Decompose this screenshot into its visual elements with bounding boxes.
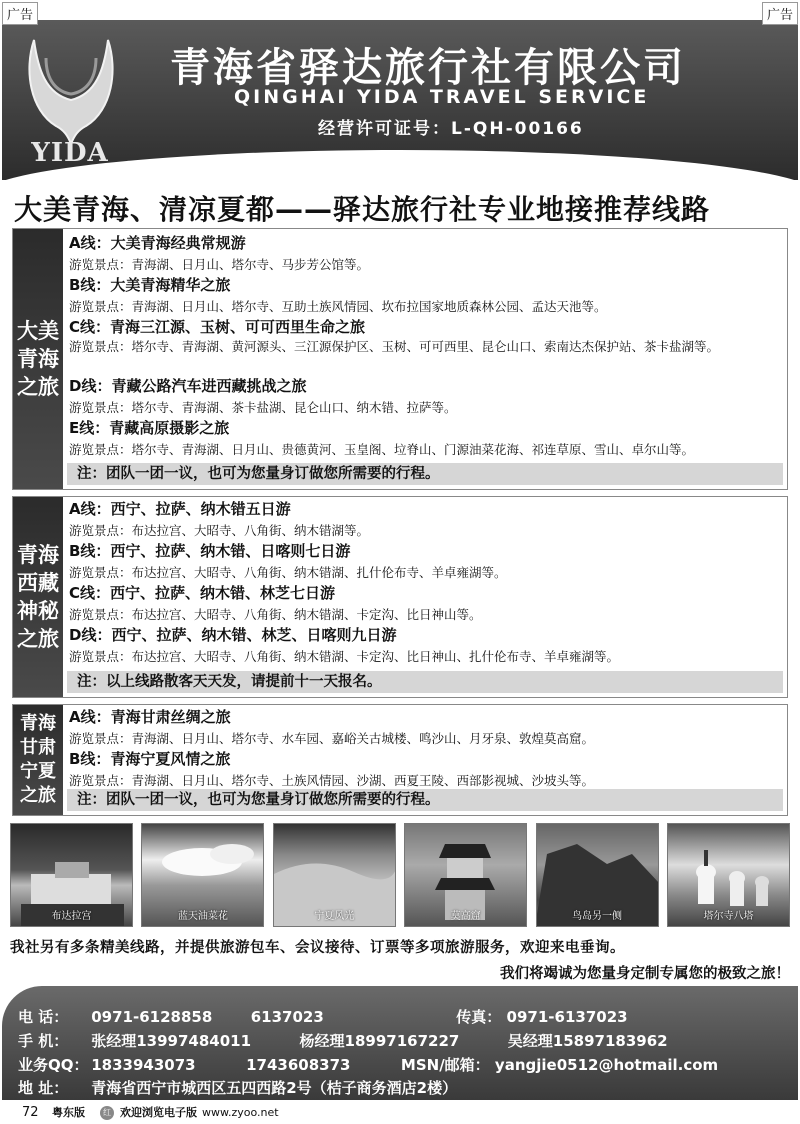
route-name: C线：西宁、拉萨、纳木错、林芝七日游 bbox=[69, 584, 336, 602]
edition-label: 粤东版 bbox=[52, 1106, 85, 1119]
page-number: 72 bbox=[22, 1105, 39, 1120]
photo-caption: 布达拉宫 bbox=[51, 911, 92, 922]
route-name: A线：大美青海经典常规游 bbox=[69, 234, 246, 252]
page-slogan: 大美青海、清凉夏都——驿达旅行社专业地接推荐线路 bbox=[14, 193, 711, 226]
qq-number: 1743608373 bbox=[246, 1056, 351, 1074]
photo-caption: 塔尔寺八塔 bbox=[703, 911, 754, 922]
section-qinghai-tour bbox=[12, 228, 788, 490]
fax-label: 传真： bbox=[456, 1008, 502, 1026]
logo-wordmark: YIDA bbox=[31, 138, 109, 168]
qq-number: 1833943073 bbox=[91, 1056, 196, 1074]
email-label: MSN/邮箱： bbox=[400, 1056, 490, 1074]
mobile-number: 张经理13997484011 bbox=[91, 1032, 252, 1050]
service-statement: 我社另有多条精美线路，并提供旅游包车、会议接待、订票等多项旅游服务，欢迎来电垂询。 bbox=[10, 940, 625, 956]
route-spots: 游览景点：布达拉宫、大昭寺、八角街、纳木错湖、卡定沟、比日神山、扎什伦布寺、羊卓雍湖等。 bbox=[69, 649, 620, 664]
ad-label-right: 广告 bbox=[762, 2, 798, 25]
email-address: yangjie0512@hotmail.com bbox=[494, 1056, 719, 1074]
photo-caption: 莫高窟 bbox=[450, 911, 481, 922]
route-spots: 游览景点：青海湖、日月山、塔尔寺、马步芳公馆等。 bbox=[69, 257, 370, 272]
route-spots: 游览景点：布达拉宫、大昭寺、八角街、纳木错湖、卡定沟、比日神山等。 bbox=[69, 607, 482, 622]
route-list bbox=[69, 499, 781, 667]
contact-panel bbox=[2, 986, 798, 1100]
photo-strip bbox=[10, 823, 790, 927]
section-label: 青海甘肃宁夏之旅 bbox=[13, 705, 63, 815]
website-link[interactable]: www.zyoo.net bbox=[202, 1106, 279, 1119]
address-row bbox=[18, 1077, 457, 1098]
route-spots: 游览景点：布达拉宫、大昭寺、八角街、纳木错湖等。 bbox=[69, 523, 370, 538]
route-list bbox=[69, 233, 781, 460]
route-spots: 游览景点：青海湖、日月山、塔尔寺、水车园、嘉峪关古城楼、鸣沙山、月牙泉、敦煌莫高窟。 bbox=[69, 731, 595, 746]
photo-ningxia bbox=[273, 823, 396, 927]
route-spots: 游览景点：塔尔寺、青海湖、黄河源头、三江源保护区、玉树、可可西里、昆仑山口、索南达杰保护站、茶卡盐湖等。 bbox=[69, 339, 720, 354]
magazine-logo-icon: 红 bbox=[100, 1106, 114, 1120]
phone-label: 电 话： bbox=[18, 1008, 69, 1026]
address-label: 地 址： bbox=[18, 1079, 69, 1097]
section-gansu-ningxia-tour bbox=[12, 704, 788, 816]
route-name: A线：青海甘肃丝绸之旅 bbox=[69, 708, 231, 726]
route-list bbox=[69, 707, 781, 791]
route-name: E线：青藏高原摄影之旅 bbox=[69, 419, 230, 437]
photo-caption: 蓝天油菜花 bbox=[177, 911, 228, 922]
section-label: 大美青海之旅 bbox=[13, 229, 63, 489]
invite-text: 欢迎浏览电子版 bbox=[120, 1106, 197, 1119]
mobile-number: 杨经理18997167227 bbox=[299, 1032, 460, 1050]
phone-row bbox=[18, 1006, 628, 1027]
fax-number: 0971-6137023 bbox=[506, 1008, 628, 1026]
route-spots: 游览景点：塔尔寺、青海湖、日月山、贵德黄河、玉皇阁、垃脊山、门源油菜花海、祁连草原、雪山、卓尔山等。 bbox=[69, 442, 695, 457]
photo-bird-island bbox=[536, 823, 659, 927]
photo-potala bbox=[10, 823, 133, 927]
section-label: 青海西藏神秘之旅 bbox=[13, 497, 63, 697]
mobile-label: 手 机： bbox=[18, 1032, 69, 1050]
address-text: 青海省西宁市城西区五四西路2号（桔子商务酒店2楼） bbox=[91, 1079, 458, 1097]
route-name: B线：大美青海精华之旅 bbox=[69, 276, 231, 294]
route-spots: 游览景点：青海湖、日月山、塔尔寺、互助土族风情园、坎布拉国家地质森林公园、孟达天池等。 bbox=[69, 299, 607, 314]
photo-kumbum-stupas bbox=[667, 823, 790, 927]
section-note: 注：以上线路散客天天发，请提前十一天报名。 bbox=[67, 671, 783, 693]
route-spots: 游览景点：青海湖、日月山、塔尔寺、土族风情园、沙湖、西夏王陵、西部影视城、沙坡头等。 bbox=[69, 773, 595, 788]
route-name: C线：青海三江源、玉树、可可西里生命之旅 bbox=[69, 318, 366, 336]
company-name-cn: 青海省驿达旅行社有限公司 bbox=[170, 45, 686, 91]
route-name: D线：西宁、拉萨、纳木错、林芝、日喀则九日游 bbox=[69, 626, 397, 644]
route-name: B线：青海宁夏风情之旅 bbox=[69, 750, 231, 768]
route-name: D线：青藏公路汽车进西藏挑战之旅 bbox=[69, 377, 307, 395]
route-name: B线：西宁、拉萨、纳木错、日喀则七日游 bbox=[69, 542, 351, 560]
company-name-en: QINGHAI YIDA TRAVEL SERVICE bbox=[234, 86, 650, 108]
route-name: A线：西宁、拉萨、纳木错五日游 bbox=[69, 500, 291, 518]
qq-label: 业务QQ： bbox=[18, 1056, 89, 1074]
phone-number: 0971-6128858 bbox=[91, 1008, 213, 1026]
route-spots: 游览景点：布达拉宫、大昭寺、八角街、纳木错湖、扎什伦布寺、羊卓雍湖等。 bbox=[69, 565, 507, 580]
mobile-row bbox=[18, 1030, 668, 1051]
ad-label-left: 广告 bbox=[2, 2, 38, 25]
photo-caption: 鸟岛另一侧 bbox=[572, 911, 623, 922]
section-tibet-tour bbox=[12, 496, 788, 698]
page-footer bbox=[0, 1102, 800, 1124]
promise-statement: 我们将竭诚为您量身定制专属您的极致之旅！ bbox=[500, 966, 790, 982]
phone-number: 6137023 bbox=[250, 1008, 324, 1026]
photo-rapeseed bbox=[141, 823, 264, 927]
mobile-number: 吴经理15897183962 bbox=[507, 1032, 668, 1050]
section-note: 注：团队一团一议，也可为您量身订做您所需要的行程。 bbox=[67, 463, 783, 485]
license-number: 经营许可证号：L-QH-00166 bbox=[318, 119, 584, 139]
company-header bbox=[2, 20, 798, 180]
photo-caption: 宁夏风光 bbox=[314, 911, 355, 922]
photo-mogao bbox=[404, 823, 527, 927]
section-note: 注：团队一团一议，也可为您量身订做您所需要的行程。 bbox=[67, 789, 783, 811]
route-spots: 游览景点：塔尔寺、青海湖、茶卡盐湖、昆仑山口、纳木错、拉萨等。 bbox=[69, 400, 457, 415]
qq-row bbox=[18, 1054, 718, 1075]
